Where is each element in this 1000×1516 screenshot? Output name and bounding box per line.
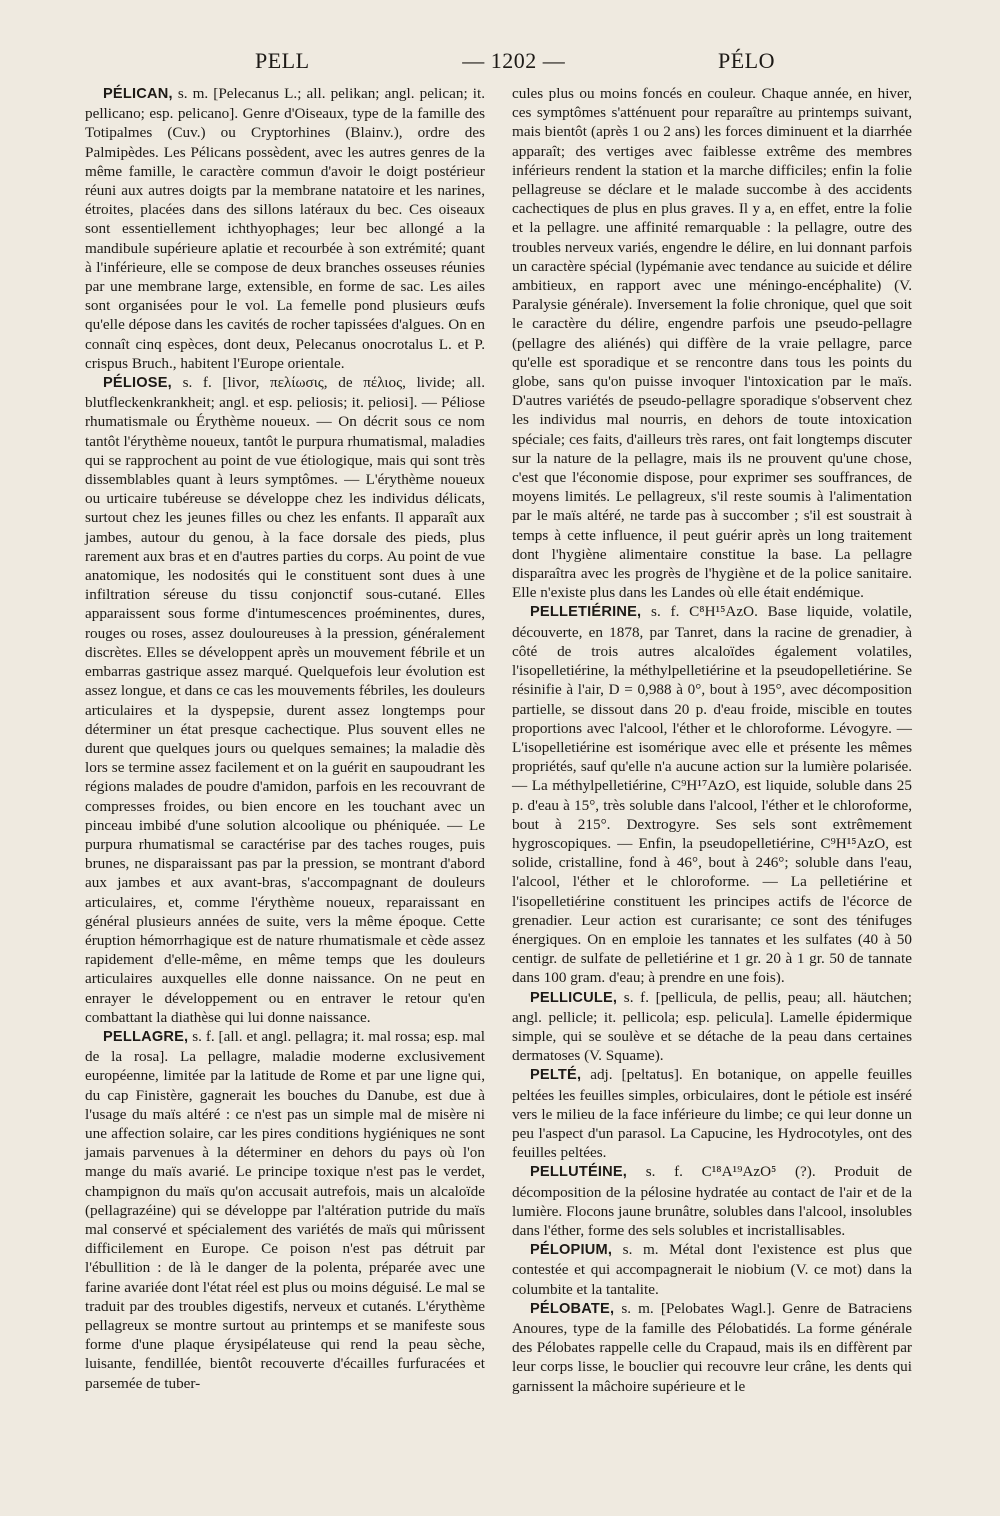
header-right: PÉLO <box>718 48 775 73</box>
headword: PÉLICAN, <box>103 86 173 102</box>
entry-pelopium <box>512 1240 912 1299</box>
headword: PELLUTÉINE, <box>530 1164 628 1181</box>
page-number: — 1202 — <box>462 48 566 73</box>
headword: PELTÉ, <box>530 1067 582 1084</box>
right-column <box>512 84 912 1396</box>
entry-pellagre <box>85 1027 485 1393</box>
left-column <box>85 84 485 1393</box>
headword: PELLETIÉRINE, <box>530 604 642 621</box>
headword: PÉLOBATE, <box>530 1300 615 1317</box>
entry-text: adj. [peltatus]. En botanique, on appelle feuilles peltées les feuilles simples, orbiculaires, dont le pétiole est inséré vers le milieu de la face inférieure du limbe; ce qui leur donne un peu l'aspect d'un parasol. La Capucine, les Hydrocotyles, ont des feuilles peltées. <box>512 1066 912 1162</box>
headword: PÉLIOSE, <box>103 375 172 392</box>
entry-text: s. f. [pellicula, de pellis, peau; all. häutchen; angl. pellicle; it. pellicola; esp. pelicula]. Lamelle épidermique simple, qui se soulève et se détache de la peau dans certaines dermatoses (V. Squame). <box>512 988 912 1065</box>
entry-text: cules plus ou moins foncés en couleur. Chaque année, en hiver, ces symptômes s'atténuent pour reparaître au printemps suivant, mais bientôt (après 1 ou 2 ans) les forces diminuent et la diarrhée apparaît; des vertiges avec faiblesse extrême des membres inférieurs rendent la station et la marche difficiles; enfin la folie pellagreuse se déclare et le malade succombe à des accidents cachectiques de plus en plus graves. Il y a, en effet, entre la folie et la pellagre. une affinité remarquable : la pellagre, outre des troubles nerveux variés, engendre le délire, en lui donnant parfois un caractère spécial (lypémanie avec tendance au suicide et délire ambitieux, en rapport avec une méningo-encéphalite) (V. Paralysie générale). Inversement la folie chronique, quel que soit le caractère du délire, engendre parfois une pseudo-pellagre (pellagre des aliénés) qui diffère de la vraie pellagre, parce qu'elle est sporadique et se rencontre dans tous les points du globe, sans qu'on puisse invoquer l'intoxication par le maïs. D'autres variétés de pseudo-pellagre sporadique s'observent chez les individus mal nourris, en dehors de toute intoxication spéciale; ces faits, d'ailleurs très rares, ont fait longtemps discuter sur la nature de la pellagre, mais ils ne prouvent qu'une chose, c'est que l'économie dispose, pour exprimer ses souffrances, de moyens limités. Le pellagreux, s'il reste soumis à l'alimentation par le maïs altéré, ne tarde pas à succomber ; s'il est soustrait à temps à cette influence, il peut guérir après un long traitement dont l'hygiène alimentaire constitue la base. La pellagre disparaîtra avec les progrès de l'hygiène et de la police sanitaire. Elle n'existe plus dans les Landes où elle était endémique. <box>512 85 912 602</box>
entry-text: s. f. [livor, πελίωσις, de πέλιος, livide; all. blutfleckenkrankheit; angl. et esp. peliosis; it. peliosi]. — Péliose rhumatismale ou Érythème noueux. — On décrit sous ce nom tantôt l'érythème noueux, tantôt le purpura rhumatismal, maladies qui se rapprochent au point de vue étiologique, mais qui sont très dissemblables quant à leurs symptômes. — L'érythème noueux ou urticaire tubéreuse se développe chez les individus délicats, surtout chez les jeunes filles ou chez les enfants. Il apparaît aux jambes, autour du genou, à la face dorsale des pieds, plus rarement aux bras et en d'autres parties du corps. Au point de vue anatomique, les nodosités qui le constituent sont dues à une infiltration séreuse du tissu conjonctif sous-cutané. Elles apparaissent sous forme d'intumescences proéminentes, dures, rouges ou roses, assez douloureuses à la pression, généralement discrètes. Elles se développent après un mouvement fébrile et un embarras gastrique assez marqué. Quelquefois leur évolution est assez longue, et dans ce cas les mouvements fébriles, les douleurs articulaires et la dyspepsie, durent assez longtemps pour déterminer un état presque cachectique. Plus souvent elles ne durent que quelques jours ou quelques semaines; la maladie dès lors se termine assez facilement et on la guérit en saupoudrant les régions malades de poudre d'amidon, parfois en les recouvrant de compresses froides, ou bien encore en les touchant avec un pinceau imbibé d'une solution alcoolique ou phéniquée. — Le purpura rhumatismal se caractérise par des taches rouges, puis brunes, ne disparaissant pas par la pression, se montrant d'abord aux jambes et aux avant-bras, s'accompagnant de douleurs articulaires, et, comme l'érythème noueux, reparaissant en général plusieurs années de suite, vers la même époque. Cette éruption hémorrhagique est de nature rhumatismale et cède assez rapidement d'elle-même, en même temps que les douleurs articulaires auxquelles elle donne naissance. On ne peut en enrayer le développement ou en entraver le retour qu'en combattant la diathèse qui lui donne naissance. <box>85 374 486 1026</box>
entry-pellicule <box>512 988 912 1066</box>
entry-pellagre-continued <box>512 84 912 602</box>
entry-text: s. m. [Pelecanus L.; all. pelikan; angl. pelican; it. pellicano; esp. pelicano]. Genre d'Oiseaux, type de la famille des Totipalmes (Cuv.) ou Cryptorhines (Blainv.), ordre des Palmipèdes. Les Pélicans possèdent, avec les autres genres de la même famille, le caractère commun d'avoir le doigt postérieur réuni aux autres doigts par la membrane natatoire et les narines, étroites, placées dans des sillons latéraux du bec. Ces oiseaux sont essentiellement ichthyophages; leur bec allongé a la mandibule supérieure aplatie et recourbée à son extrémité; quant à l'inférieure, elle se compose de deux branches osseuses réunies par une membrane large, extensible, en forme de sac. Les ailes sont organisées pour le vol. La femelle pond plusieurs œufs qu'elle dépose dans les cavités de rocher tapissées d'algues. On en connaît cinq espèces, dont deux, Pelecanus onocrotalus L. et P. crispus Bruch., habitent l'Europe orientale. <box>85 85 486 372</box>
entry-text: s. f. C¹⁸A¹⁹AzO⁵ (?). Produit de décomposition de la pélosine hydratée au contact de l'air et de la lumière. Flocons jaune brunâtre, solubles dans l'alcool, insolubles dans l'éther, forme des sels solubles et incristallisables. <box>512 1163 913 1239</box>
headword: PELLAGRE, <box>103 1028 189 1045</box>
headword: PELLICULE, <box>530 989 618 1006</box>
running-head <box>255 48 775 74</box>
entry-pelobate <box>512 1299 912 1396</box>
entry-pelluteine <box>512 1162 912 1240</box>
entry-peliose <box>85 373 485 1027</box>
entry-text: s. f. [all. et angl. pellagra; it. mal rossa; esp. mal de la rosa]. La pellagre, maladie moderne exclusivement européenne, limitée par la latitude de Rome et par une ligne qui, du cap Finistère, gagnerait les bouches du Danube, est due à l'usage du maïs altéré : ce n'est pas un simple mal de misère ni une affection solaire, car les pires conditions hygiéniques ne sont jamais parvenues à la déterminer en dehors du pays où l'on mange du maïs avarié. Le principe toxique n'est pas le verdet, champignon du maïs qu'on accusait autrefois, mais un alcaloïde (pellagrazéine) qui se développe par l'altération putride du maïs mal conservé et spécialement des variétés de maïs qui mûrissent difficilement en Europe. Ce poison n'est pas détruit par l'ébullition : de là le danger de la polenta, préparée avec une farine avariée dont l'état réel est plus ou moins déguisé. Le mal se traduit par des troubles digestifs, nerveux et cutanés. L'érythème pellagreux se montre surtout au printemps et se manifeste sous forme d'une plaque érysipélateuse qui rend la peau sèche, luisante, fendillée, bientôt recouverte d'écailles furfuracées et parsemée de tuber- <box>85 1027 485 1392</box>
entry-text: s. f. C⁸H¹⁵AzO. Base liquide, volatile, découverte, en 1878, par Tanret, dans la racine de grenadier, à côté de trois autres alcaloïdes également volatiles, l'isopelletiérine, la méthylpelletiérine et la pseudopelletiérine. Se résinifie à l'air, D = 0,988 à 0°, bout à 195°, avec décomposition partielle, se dissout dans 20 p. d'eau froide, miscible en toutes proportions avec l'alcool, l'éther et le chloroforme. Lévogyre. — L'isopelletiérine est isomérique avec elle et présente les mêmes propriétés, sauf qu'elle n'a aucune action sur la lumière polarisée. — La méthylpelletiérine, C⁹H¹⁷AzO, est liquide, soluble dans 25 p. d'eau à 15°, très soluble dans l'alcool, l'éther et le chloroforme, bout à 215°. Dextrogyre. Ses sels sont extrêmement hygroscopiques. — Enfin, la pseudopelletiérine, C⁹H¹⁵AzO, est solide, cristalline, fond à 46°, bout à 246°; soluble dans l'eau, l'alcool, l'éther et le chloroforme. — La pelletiérine et l'isopelletiérine constituent les principes actifs de l'écorce de grenadier. Leur action est curarisante; ce sont des ténifuges énergiques. On en emploie les tannates et les sulfates (40 à 50 centigr. de sulfate de pelletiérine et 1 gr. 20 à 1 gr. 50 de tannate dans 100 gram. d'eau; à prendre en une fois). <box>512 603 913 987</box>
entry-text: s. m. [Pelobates Wagl.]. Genre de Batraciens Anoures, type de la famille des Pélobatidés. La forme générale des Pélobates rappelle celle du Crapaud, mais ils en diffèrent par leur corps lisse, le bouclier qui recouvre leur crâne, les dents qui garnissent la mâchoire supérieure et le <box>512 1299 912 1395</box>
entry-text: s. m. Métal dont l'existence est plus que contestée et qui accompagnerait le niobium (V. ce mot) dans la columbite et la tantalite. <box>512 1241 912 1298</box>
entry-pelte <box>512 1065 912 1162</box>
header-left: PELL <box>255 48 310 73</box>
entry-pelletierine <box>512 602 912 987</box>
headword: PÉLOPIUM, <box>530 1242 613 1259</box>
entry-pelican <box>85 84 485 373</box>
